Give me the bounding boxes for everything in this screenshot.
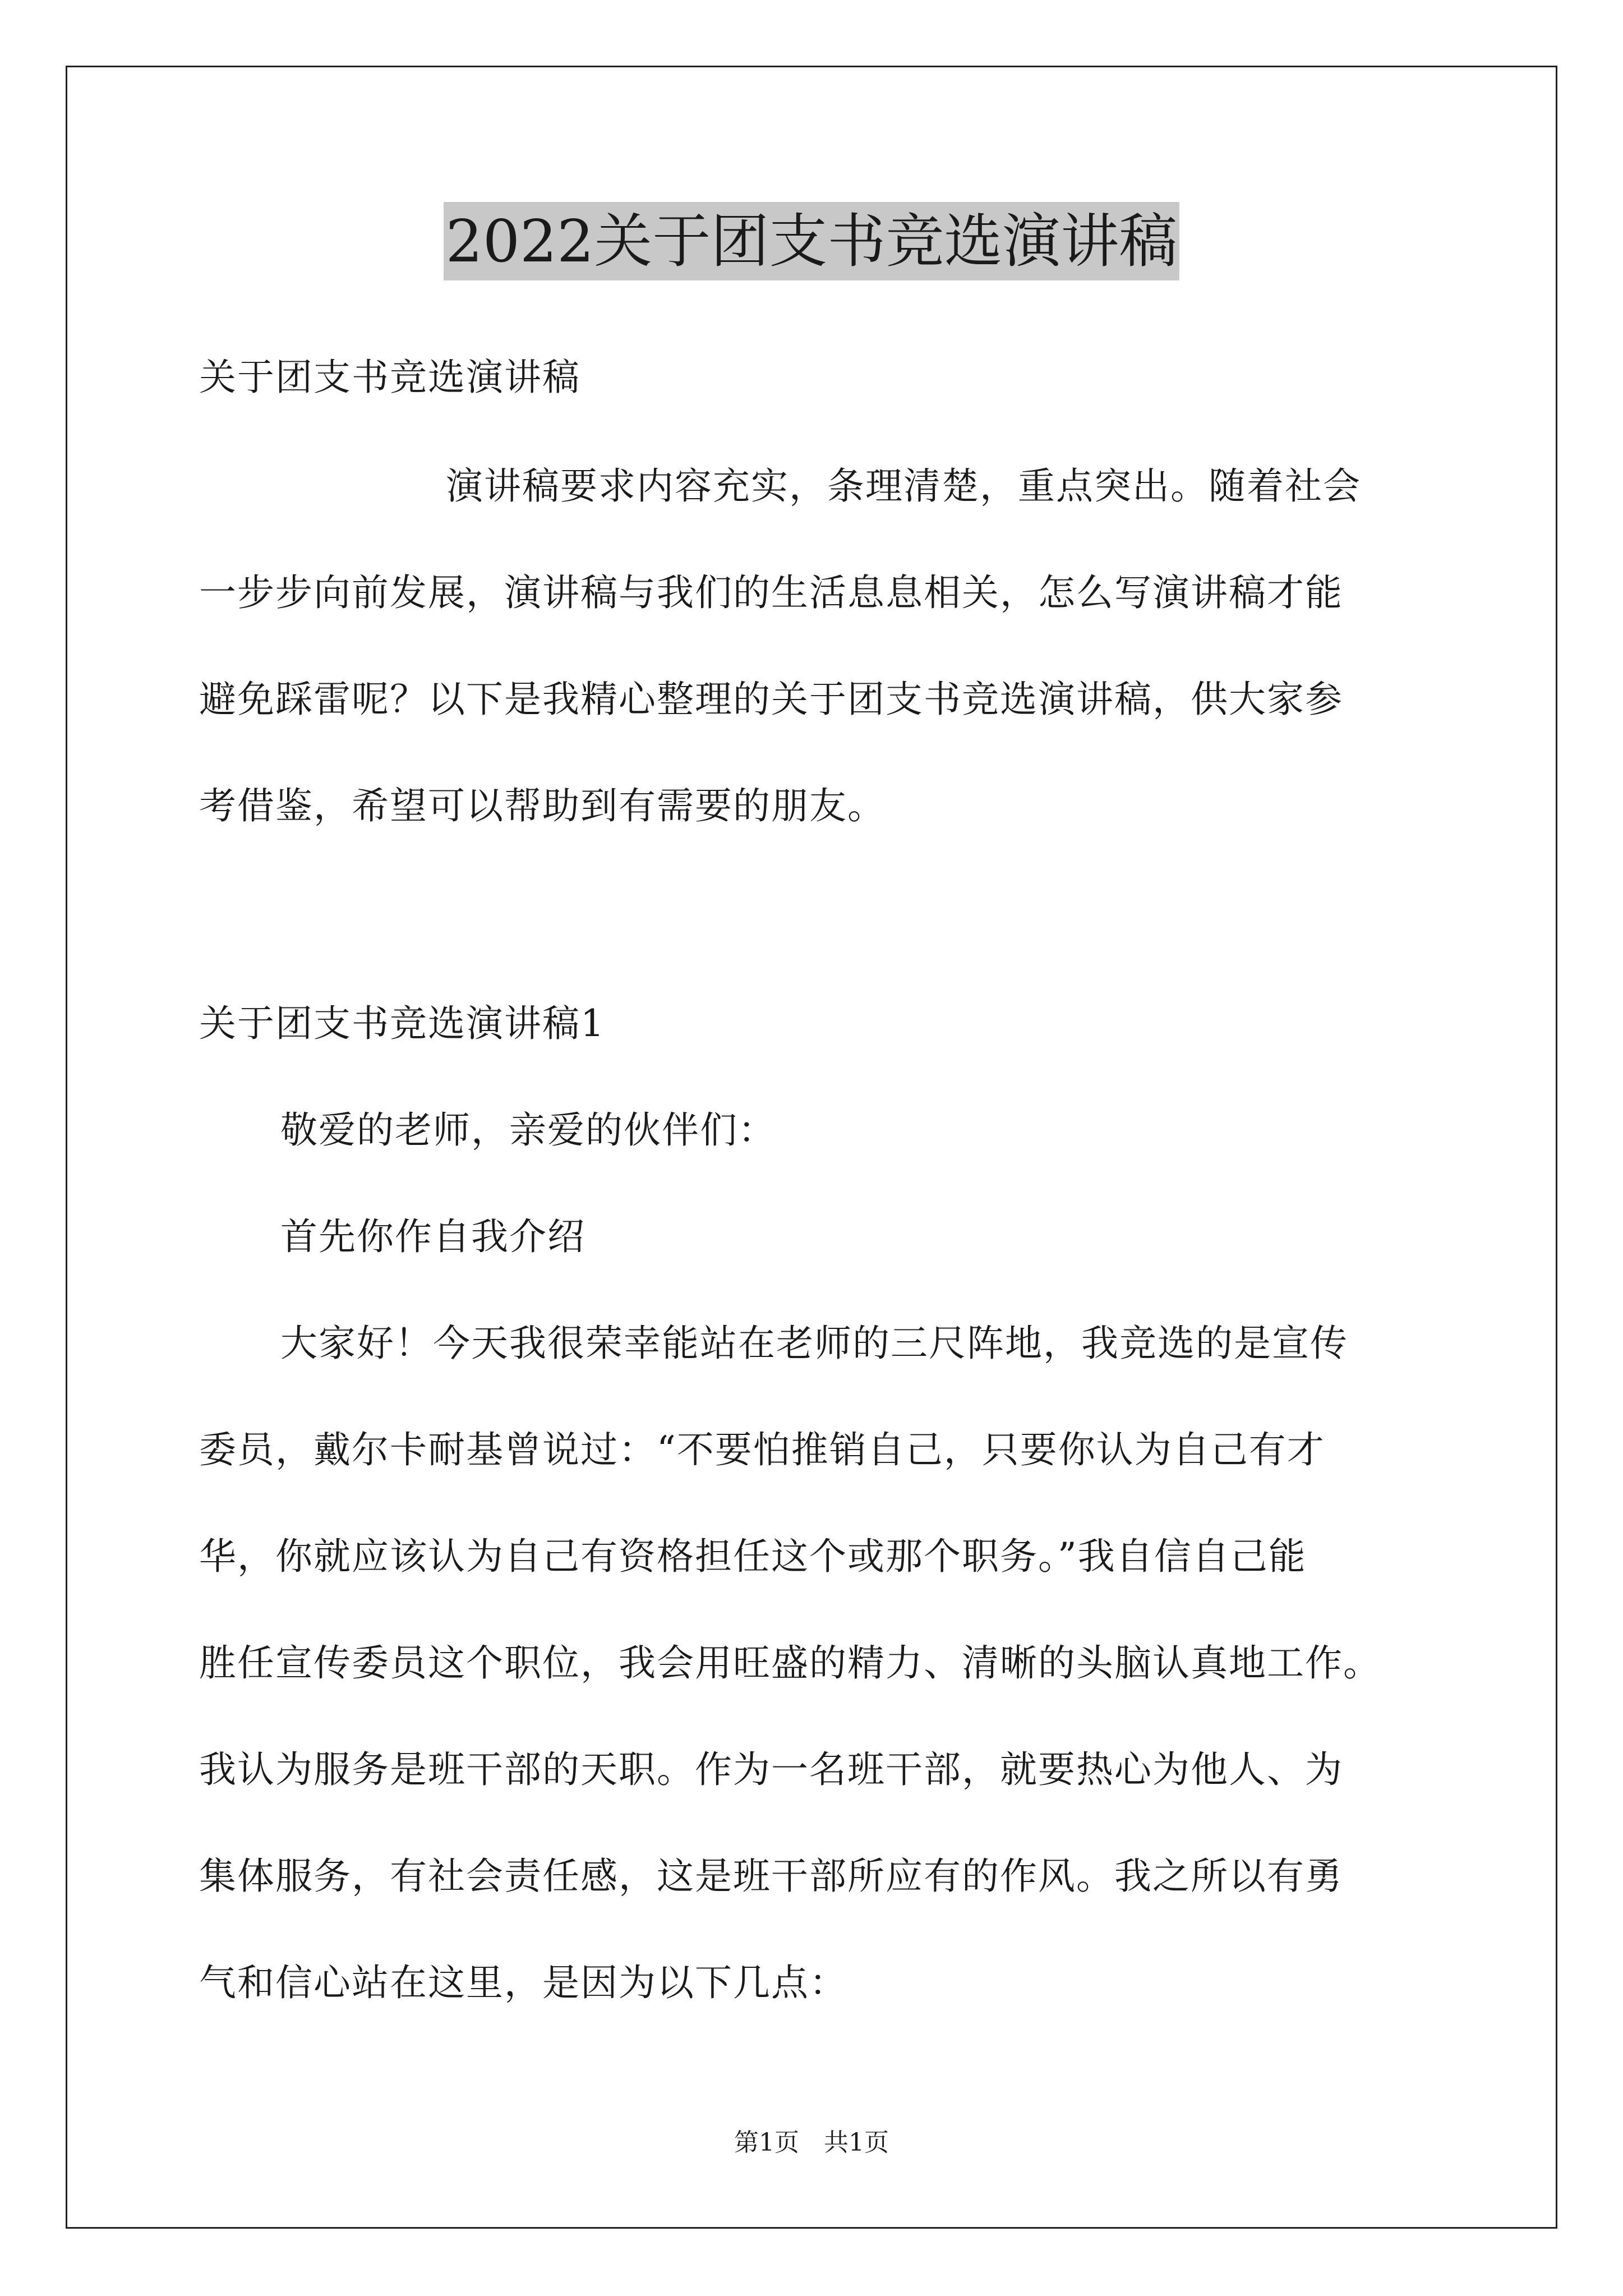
body-line: 集体服务，有社会责任感，这是班干部所应有的作风。我之所以有勇 bbox=[199, 1855, 1343, 1898]
self-intro-line: 首先你作自我介绍 bbox=[280, 1215, 585, 1258]
subtitle: 关于团支书竞选演讲稿 bbox=[199, 356, 580, 399]
page-footer: 第1页 共1页 bbox=[734, 2128, 889, 2157]
document-title: 2022关于团支书竞选演讲稿 bbox=[444, 202, 1180, 280]
body-line: 华，你就应该认为自己有资格担任这个或那个职务。”我自信自己能 bbox=[199, 1535, 1307, 1578]
body-line: 我认为服务是班干部的天职。作为一名班干部，就要热心为他人、为 bbox=[199, 1748, 1343, 1791]
greeting: 敬爱的老师，亲爱的伙伴们： bbox=[280, 1108, 776, 1152]
title-container bbox=[0, 202, 1623, 280]
body-line: 委员，戴尔卡耐基曾说过：“不要怕推销自己，只要你认为自己有才 bbox=[199, 1428, 1325, 1471]
intro-line: 演讲稿要求内容充实，条理清楚，重点突出。随着社会 bbox=[446, 464, 1361, 508]
intro-line: 考借鉴，希望可以帮助到有需要的朋友。 bbox=[199, 784, 886, 827]
body-line: 大家好！今天我很荣幸能站在老师的三尺阵地，我竞选的是宣传 bbox=[280, 1322, 1348, 1365]
intro-line: 避免踩雷呢？以下是我精心整理的关于团支书竞选演讲稿，供大家参 bbox=[199, 678, 1343, 721]
intro-line: 一步步向前发展，演讲稿与我们的生活息息相关，怎么写演讲稿才能 bbox=[199, 571, 1343, 614]
body-line: 胜任宣传委员这个职位，我会用旺盛的精力、清晰的头脑认真地工作。 bbox=[199, 1641, 1381, 1685]
body-line: 气和信心站在这里，是因为以下几点： bbox=[199, 1961, 847, 2004]
section-heading: 关于团支书竞选演讲稿1 bbox=[199, 1002, 605, 1045]
